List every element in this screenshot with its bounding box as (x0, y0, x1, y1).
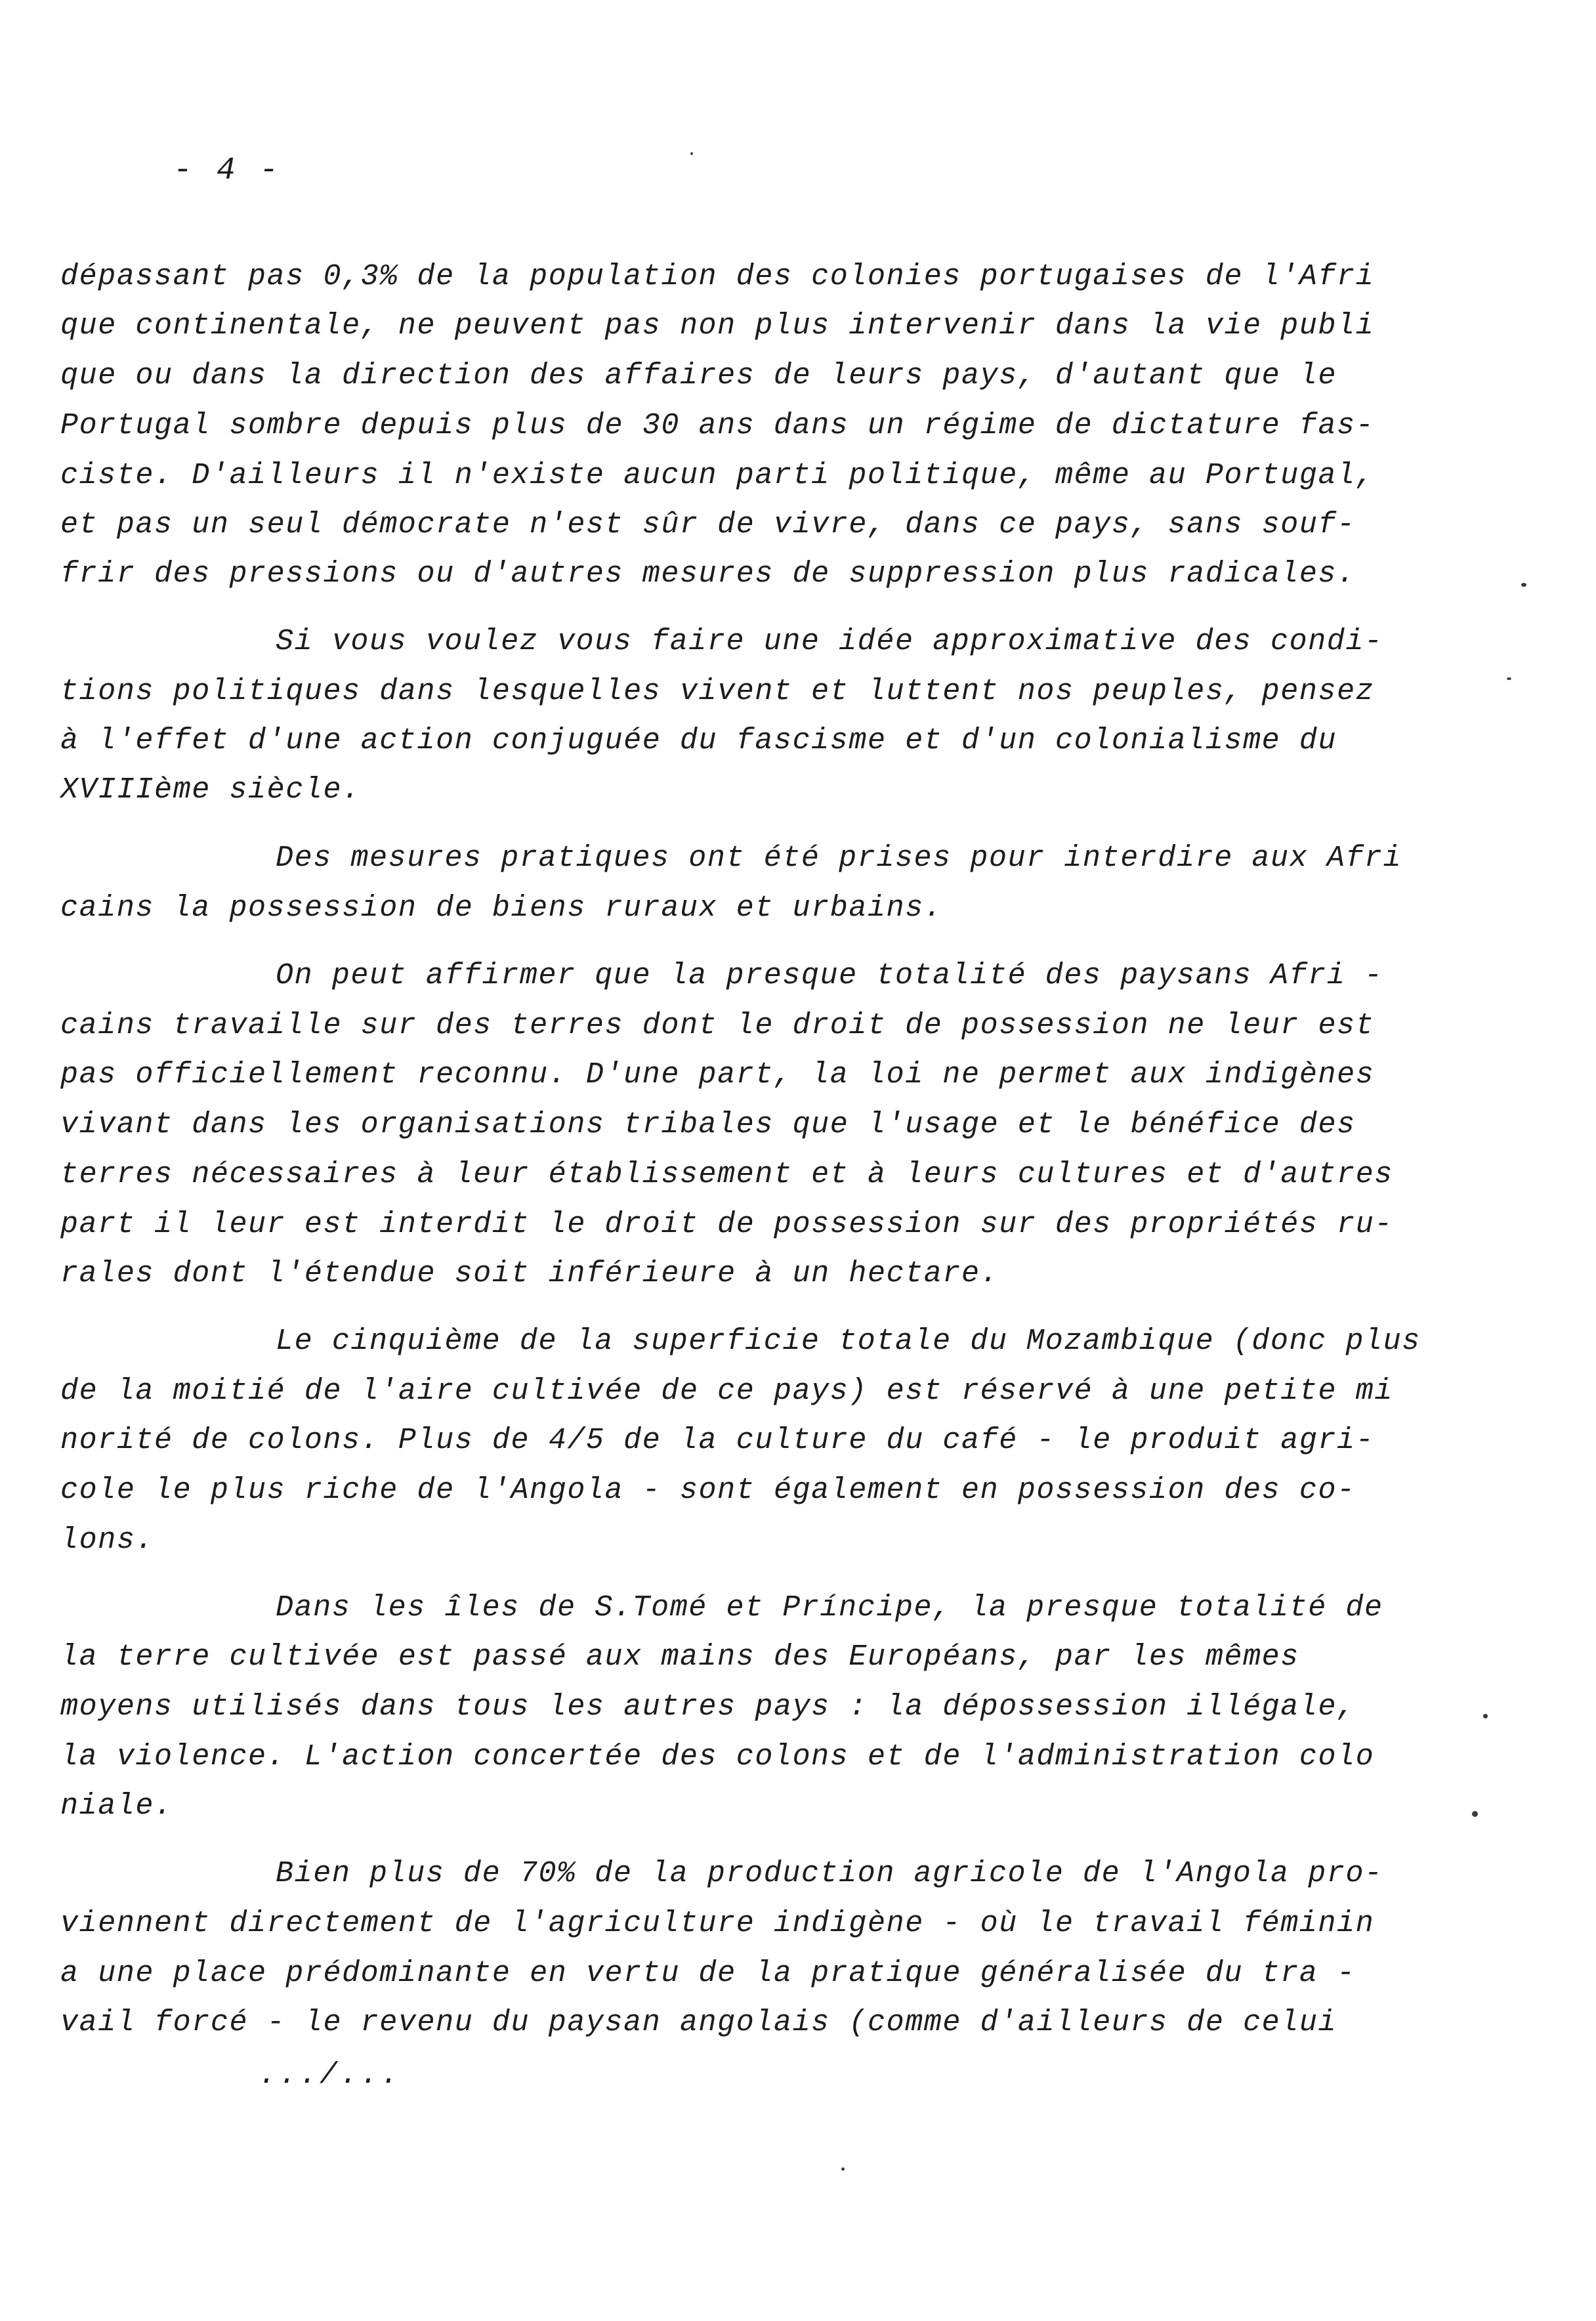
text-line: de la moitié de l'aire cultivée de ce pays) est réservé à une petite mi (60, 1374, 1393, 1408)
text-line: cains travaille sur des terres dont le droit de possession ne leur est (60, 1009, 1375, 1042)
text-line: lons. (60, 1523, 155, 1557)
text-line: tions politiques dans lesquelles vivent et luttent nos peuples, pensez (60, 675, 1375, 708)
scan-speck (1507, 677, 1511, 680)
text-line: part il leur est interdit le droit de possession sur des propriétés ru- (60, 1208, 1393, 1241)
text-line: cains la possession de biens ruraux et urbains. (60, 891, 943, 925)
scan-speck (841, 2167, 845, 2171)
text-line: que continentale, ne peuvent pas non plus intervenir dans la vie publi (60, 309, 1375, 343)
continuation-mark: .../... (259, 2058, 402, 2092)
text-line: vivant dans les organisations tribales que l'usage et le bénéfice des (60, 1108, 1356, 1141)
scan-speck (690, 152, 693, 155)
text-line: que ou dans la direction des affaires de leurs pays, d'autant que le (60, 359, 1337, 393)
text-line: a une place prédominante en vertu de la pratique généralisée du tra - (60, 1957, 1356, 1990)
text-line: la violence. L'action concertée des colons et de l'administration colo (60, 1740, 1375, 1774)
text-line: Dans les îles de S.Tomé et Príncipe, la presque totalité de (276, 1591, 1383, 1625)
text-line: Le cinquième de la superficie totale du Mozambique (donc plus (276, 1325, 1421, 1358)
text-line: Des mesures pratiques ont été prises pour interdire aux Afri (276, 841, 1402, 875)
page-number: - 4 - (173, 153, 282, 188)
text-line: pas officiellement reconnu. D'une part, la loi ne permet aux indigènes (60, 1058, 1375, 1092)
text-line: moyens utilisés dans tous les autres pays : la dépossession illégale, (60, 1690, 1356, 1724)
scan-speck (1521, 583, 1526, 587)
text-line: On peut affirmer que la presque totalité des paysans Afri - (276, 959, 1383, 992)
text-line: cole le plus riche de l'Angola - sont également en possession des co- (60, 1474, 1356, 1507)
scan-speck (1472, 1811, 1478, 1817)
text-line: norité de colons. Plus de 4/5 de la culture du café - le produit agri- (60, 1424, 1375, 1457)
text-line: la terre cultivée est passé aux mains des Européans, par les mêmes (60, 1640, 1299, 1674)
text-line: niale. (60, 1789, 173, 1823)
text-line: XVIIIème siècle. (60, 773, 361, 807)
text-line: dépassant pas 0,3% de la population des colonies portugaises de l'Afri (60, 260, 1375, 293)
text-line: et pas un seul démocrate n'est sûr de vivre, dans ce pays, sans souf- (60, 508, 1356, 542)
text-line: vail forcé - le revenu du paysan angolais (comme d'ailleurs de celui (60, 2006, 1337, 2039)
text-line: frir des pressions ou d'autres mesures de suppression plus radicales. (60, 557, 1356, 591)
text-line: ciste. D'ailleurs il n'existe aucun parti politique, même au Portugal, (60, 459, 1375, 492)
text-line: viennent directement de l'agriculture indigène - où le travail féminin (60, 1907, 1375, 1940)
text-line: Bien plus de 70% de la production agricole de l'Angola pro- (276, 1857, 1383, 1890)
text-line: Portugal sombre depuis plus de 30 ans dans un régime de dictature fas- (60, 409, 1375, 442)
text-line: Si vous voulez vous faire une idée approximative des condi- (276, 625, 1383, 658)
text-line: à l'effet d'une action conjuguée du fascisme et d'un colonialisme du (60, 724, 1337, 757)
scan-speck (1483, 1714, 1488, 1718)
text-line: rales dont l'étendue soit inférieure à un hectare. (60, 1257, 999, 1290)
text-line: terres nécessaires à leur établissement et à leurs cultures et d'autres (60, 1158, 1393, 1191)
